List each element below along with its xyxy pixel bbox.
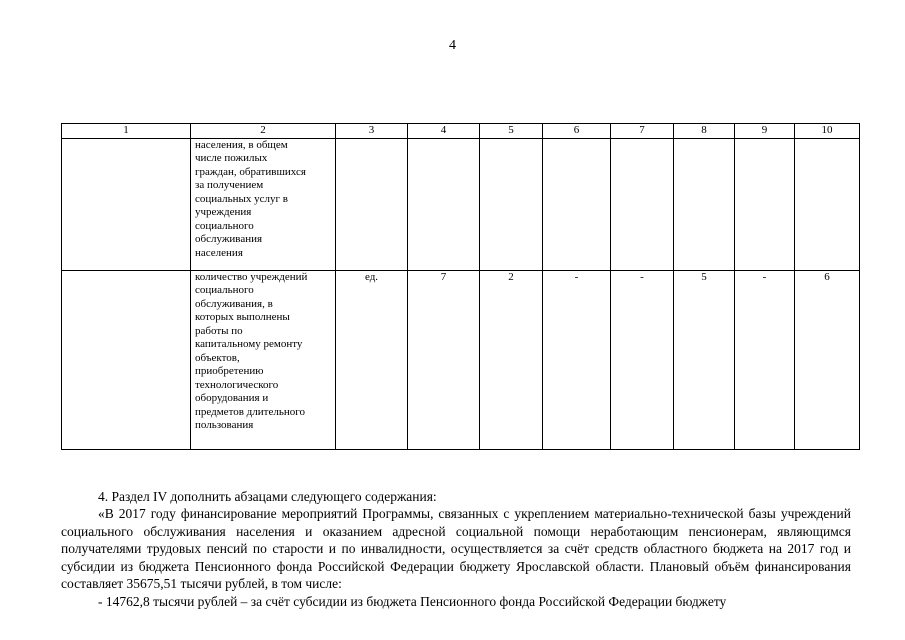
- column-header: 2: [191, 124, 336, 139]
- column-header: 5: [480, 124, 543, 139]
- table-row: [62, 270, 860, 449]
- unit-cell: ед.: [336, 270, 408, 449]
- list-item-paragraph: - 14762,8 тысячи рублей – за счёт субсидии из бюджета Пенсионного фонда Российской Федерации бюджету: [98, 594, 727, 609]
- table-cell: [62, 138, 191, 270]
- column-header: 7: [611, 124, 674, 139]
- column-header: 3: [336, 124, 408, 139]
- table-header-row: [62, 124, 860, 139]
- table-cell: [480, 138, 543, 270]
- column-header: 6: [543, 124, 611, 139]
- column-header: 1: [62, 124, 191, 139]
- table-cell: [674, 138, 735, 270]
- section-heading-paragraph: 4. Раздел IV дополнить абзацами следующего содержания:: [98, 489, 437, 504]
- table-cell: [543, 138, 611, 270]
- table-row: [62, 138, 860, 270]
- table-cell: [408, 138, 480, 270]
- column-header: 9: [735, 124, 795, 139]
- page-number: 4: [449, 38, 456, 53]
- table-cell: [795, 138, 860, 270]
- body-paragraph: «В 2017 году финансирование мероприятий Программы, связанных с укреплением материально-технической базы учреждений социального обслуживания населения и оказанием адресной социальной помощи неработающим пенсионерам, являющимся получателями трудовых пенсий по старости и по инвалидности, осуществляется за счёт средств областного бюджета на 2017 год и субсидии из бюджета Пенсионного фонда Российской Федерации бюджету Ярославской области. Плановый объём финансирования составляет 35675,51 тысячи рублей, в том числе:: [61, 506, 851, 591]
- column-header: 4: [408, 124, 480, 139]
- table-cell: [611, 138, 674, 270]
- indicator-name-cell: населения, в общем числе пожилых граждан, обратившихся за получением социальных услуг в учреждения социального обслуживания населения: [191, 138, 336, 270]
- value-cell: 5: [674, 270, 735, 449]
- value-cell: -: [735, 270, 795, 449]
- value-cell: 7: [408, 270, 480, 449]
- indicators-table: [61, 123, 860, 450]
- value-cell: 6: [795, 270, 860, 449]
- value-cell: -: [543, 270, 611, 449]
- table-cell: [735, 138, 795, 270]
- column-header: 10: [795, 124, 860, 139]
- column-header: 8: [674, 124, 735, 139]
- value-cell: -: [611, 270, 674, 449]
- table-cell: [62, 270, 191, 449]
- table-cell: [336, 138, 408, 270]
- value-cell: 2: [480, 270, 543, 449]
- indicator-name-cell: количество учреждений социального обслуживания, в которых выполнены работы по капитальному ремонту объектов, приобретению технологического оборудования и предметов длительного пользования: [191, 270, 336, 449]
